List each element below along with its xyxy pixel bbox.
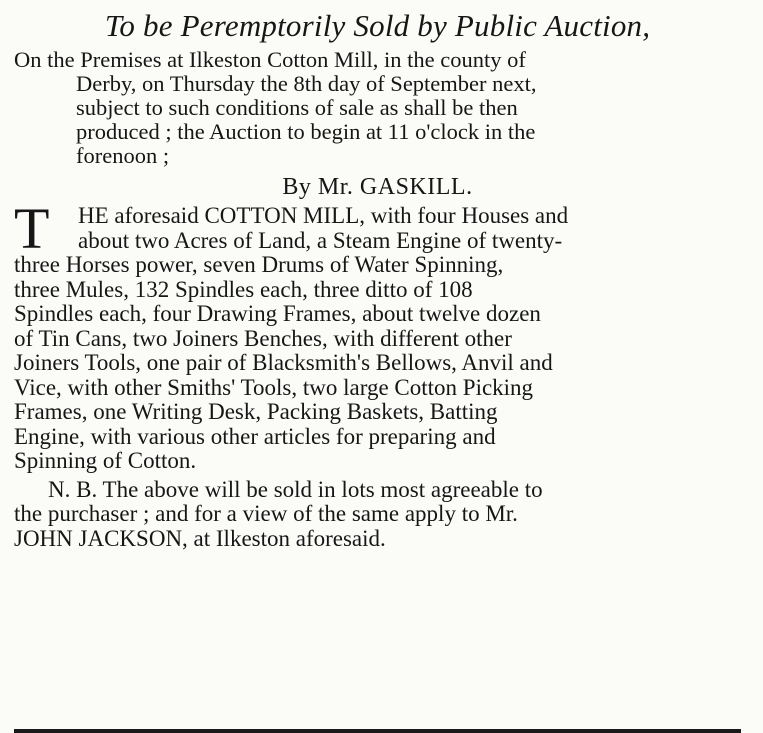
intro-line: On the Premises at Ilkeston Cotton Mill, in the county of [14,47,526,72]
body-line: Frames, one Writing Desk, Packing Baskets, Batting [14,399,498,424]
intro-line: forenoon ; [76,143,170,168]
body-line: three Horses power, seven Drums of Water Spinning, [14,252,504,277]
auction-intro [14,48,741,168]
nb-line: N. B. The above will be sold in lots most agreeable to [48,476,543,502]
body-line: Spinning of Cotton. [14,448,197,473]
intro-line: produced ; the Auction to begin at 11 o'clock in the [76,119,536,144]
nb-line: JOHN JACKSON, at Ilkeston aforesaid. [14,525,386,551]
nb-line: the purchaser ; and for a view of the same apply to Mr. [14,501,518,526]
body-line: about two Acres of Land, a Steam Engine of twenty- [78,227,563,253]
intro-line: subject to such conditions of sale as shall be then [76,95,518,120]
auction-title: To be Peremptorily Sold by Public Auction, [104,8,651,43]
body-line: Joiners Tools, one pair of Blacksmith's Bellows, Anvil and [14,350,553,375]
body-line: Engine, with various other articles for preparing and [14,423,496,449]
lot-description [14,196,741,474]
nota-bene [14,478,741,552]
body-line: three Mules, 132 Spindles each, three ditto of 108 [14,276,473,302]
body-line: Vice, with other Smiths' Tools, two large Cotton Picking [14,374,534,400]
body-line: Spindles each, four Drawing Frames, about twelve dozen [14,301,541,326]
auctioneer-line: By Mr. GASKILL. [282,174,473,200]
body-line: of Tin Cans, two Joiners Benches, with different other [14,325,512,351]
drop-cap: T [14,196,50,261]
bottom-rule [14,729,741,733]
intro-line: Derby, on Thursday the 8th day of September next, [76,71,537,96]
body-first-text: HE aforesaid COTTON MILL, with four Houses and [78,203,569,228]
